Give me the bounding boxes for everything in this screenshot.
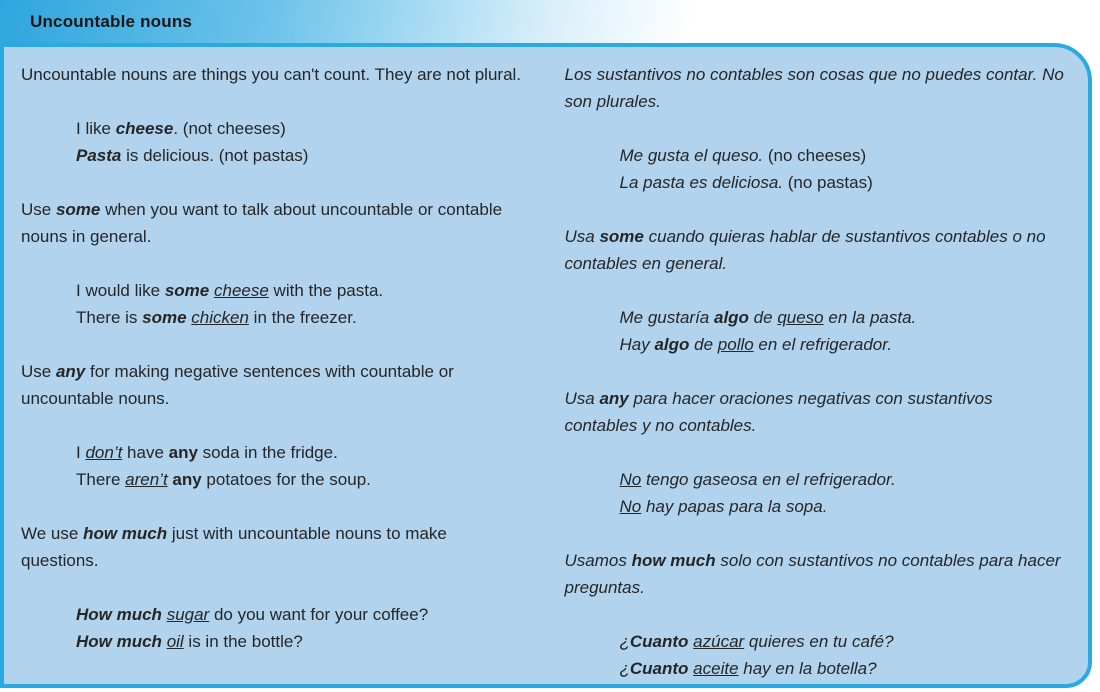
rule-paragraph-es-4: Usamos how much solo con sustantivos no contables para hacer preguntas. [564,551,1061,597]
example-line: I don’t have any soda in the fridge. [76,443,338,462]
examples-block-en-1 [21,115,525,169]
example-line: There is some chicken in the freezer. [76,308,357,327]
rule-paragraph-en-1: Uncountable nouns are things you can't count. They are not plural. [21,65,522,84]
column-english [21,61,525,682]
example-line: I would like some cheese with the pasta. [76,281,384,300]
examples-block-en-4 [21,601,525,655]
example-line: No hay papas para la sopa. [619,497,828,516]
rule-paragraph-en-3: Use any for making negative sentences with countable or uncountable nouns. [21,362,454,408]
rule-paragraph-es-1: Los sustantivos no contables son cosas que no puedes contar. No son plurales. [564,65,1064,111]
rule-paragraph-en-4: We use how much just with uncountable nouns to make questions. [21,524,447,570]
page-title: Uncountable nouns [30,11,193,31]
rule-paragraph-es-3: Usa any para hacer oraciones negativas con sustantivos contables y no contables. [564,389,993,435]
rule-paragraph-es-2: Usa some cuando quieras hablar de sustantivos contables o no contables en general. [564,227,1046,273]
column-spanish [565,61,1069,682]
example-line: Pasta is delicious. (not pastas) [76,146,309,165]
examples-block-es-3 [565,466,1069,520]
example-line: La pasta es deliciosa. (no pastas) [619,173,873,192]
example-line: Hay algo de pollo en el refrigerador. [619,335,892,354]
content-panel [0,43,1092,688]
example-line: Me gusta el queso. (no cheeses) [619,146,867,165]
examples-block-es-2 [565,304,1069,358]
example-line: No tengo gaseosa en el refrigerador. [619,470,896,489]
examples-block-es-1 [565,142,1069,196]
header-band [0,0,1100,43]
examples-block-en-3 [21,439,525,493]
example-line: I like cheese. (not cheeses) [76,119,286,138]
example-line: ¿Cuanto azúcar quieres en tu café? [619,632,894,651]
example-line: ¿Cuanto aceite hay en la botella? [619,659,877,678]
examples-block-es-4 [565,628,1069,682]
example-line: How much sugar do you want for your coffee? [76,605,429,624]
example-line: Me gustaría algo de queso en la pasta. [619,308,917,327]
examples-block-en-2 [21,277,525,331]
example-line: How much oil is in the bottle? [76,632,303,651]
rule-paragraph-en-2: Use some when you want to talk about uncountable or contable nouns in general. [21,200,503,246]
example-line: There aren’t any potatoes for the soup. [76,470,371,489]
